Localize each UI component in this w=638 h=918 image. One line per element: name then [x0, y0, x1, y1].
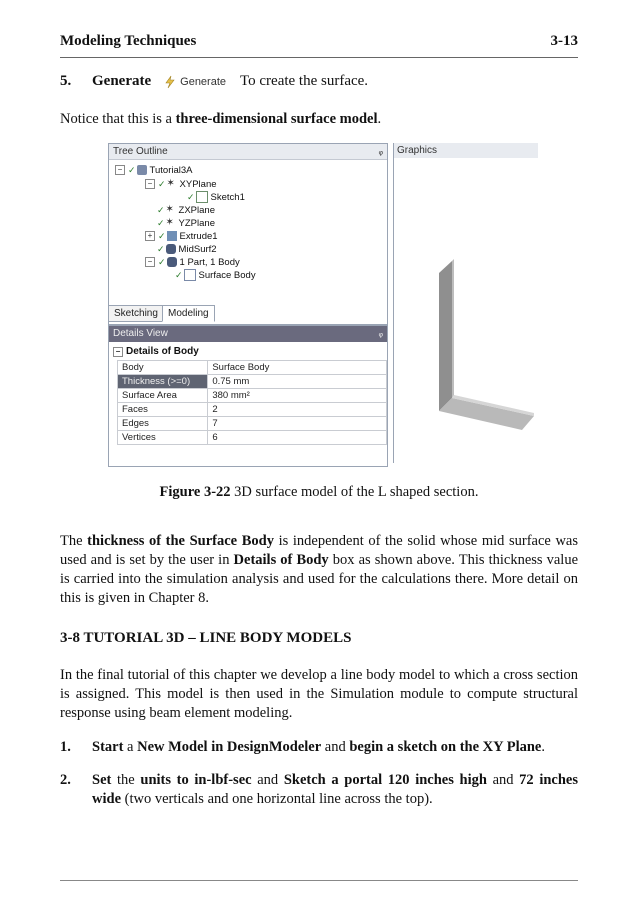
- tree-item-extrude1[interactable]: + ✓ Extrude1: [145, 230, 218, 242]
- section-heading: 3-8 TUTORIAL 3D – LINE BODY MODELS: [60, 630, 352, 646]
- step-number: 5.: [60, 73, 72, 89]
- check-icon: ✓: [158, 256, 166, 267]
- check-icon: ✓: [157, 217, 165, 228]
- tree-item-root[interactable]: − ✓ Tutorial3A: [115, 164, 193, 176]
- model-icon: [137, 165, 147, 175]
- details-row[interactable]: [118, 403, 387, 417]
- plane-icon: ✶: [165, 217, 174, 228]
- details-key: Edges: [118, 417, 208, 431]
- check-icon: ✓: [157, 243, 165, 254]
- graphics-viewport[interactable]: [393, 143, 535, 463]
- graphics-title: Graphics: [393, 143, 538, 158]
- surface-body-icon: [184, 269, 196, 281]
- details-table: [117, 360, 387, 445]
- details-value[interactable]: 6: [208, 431, 387, 445]
- running-header-title: Modeling Techniques: [60, 33, 197, 49]
- tree-item-zxplane[interactable]: ✓ ✶ ZXPlane: [157, 204, 215, 216]
- tab-modeling[interactable]: Modeling: [162, 305, 215, 322]
- details-key: Faces: [118, 403, 208, 417]
- details-view-title: Details View ᵩ: [109, 326, 387, 342]
- footer-rule: [60, 880, 578, 881]
- caption-text: 3D surface model of the L shaped section.: [230, 484, 479, 500]
- step-1: 1. Start a New Model in DesignModeler and begin a sketch on the XY Plane.: [60, 739, 545, 755]
- tree-outline-title: [109, 144, 387, 160]
- page-number: 3-13: [550, 33, 578, 49]
- collapse-icon[interactable]: −: [145, 257, 155, 267]
- tree-tabs: [108, 300, 386, 322]
- thickness-paragraph: The thickness of the Surface Body is independent of the solid whose mid surface was used and is set by the user in Details of Body box as shown above. This thickness value is carried into the simulation analysis and used for the calculations there. More detail on this is given in Chapter 8.: [60, 533, 579, 606]
- figure-caption: [0, 484, 638, 501]
- step-2: 2. Set the units to in-lbf-sec and Sketch a portal 120 inches high and 72 inches wide (two verticals and one horizontal line across the top).: [60, 772, 578, 807]
- generate-button-label: Generate: [180, 75, 227, 88]
- details-value[interactable]: 7: [208, 417, 387, 431]
- check-icon: ✓: [175, 269, 183, 280]
- check-icon: ✓: [157, 204, 165, 215]
- expand-icon[interactable]: +: [145, 231, 155, 241]
- step-text: To create the surface.: [240, 73, 369, 89]
- sketch-icon: [196, 191, 208, 203]
- tree-item-xyplane[interactable]: − ✓ ✶ XYPlane: [145, 178, 217, 190]
- details-value[interactable]: 380 mm²: [208, 389, 387, 403]
- details-value[interactable]: 0.75 mm: [208, 375, 387, 389]
- notice-bold: three-dimensional surface model: [175, 111, 378, 127]
- plane-icon: ✶: [166, 178, 175, 189]
- collapse-icon[interactable]: −: [145, 179, 155, 189]
- details-value[interactable]: 2: [208, 403, 387, 417]
- extrude-icon: [167, 231, 177, 241]
- details-value[interactable]: Surface Body: [208, 361, 387, 375]
- collapse-icon[interactable]: −: [115, 165, 125, 175]
- details-row[interactable]: [118, 417, 387, 431]
- check-icon: ✓: [187, 191, 195, 202]
- tree-item-sketch1[interactable]: ✓ Sketch1: [187, 191, 245, 203]
- tree-item-yzplane[interactable]: ✓ ✶ YZPlane: [157, 217, 215, 229]
- details-row[interactable]: [118, 361, 387, 375]
- check-icon: ✓: [158, 230, 166, 241]
- header-rule: [60, 57, 578, 58]
- details-row[interactable]: [118, 389, 387, 403]
- tree-item-surface-body[interactable]: ✓ Surface Body: [175, 269, 256, 281]
- lightning-icon: [163, 75, 177, 89]
- details-key: Body: [118, 361, 208, 375]
- details-key: Thickness (>=0): [118, 375, 208, 389]
- tree-outline-label: Tree Outline: [113, 146, 168, 157]
- plane-icon: ✶: [165, 204, 174, 215]
- tree-item-part[interactable]: − ✓ 1 Part, 1 Body: [145, 256, 240, 268]
- caption-label: Figure 3-22: [159, 484, 231, 500]
- collapse-icon[interactable]: −: [113, 347, 123, 357]
- l-surface-model: [394, 143, 535, 463]
- pin-icon[interactable]: ᵩ: [378, 146, 383, 157]
- intro-paragraph: In the final tutorial of this chapter we develop a line body model to which a cross section is assigned. This model is then used in the Simulation module to compute structural response using beam element modeling.: [60, 667, 578, 721]
- details-key: Vertices: [118, 431, 208, 445]
- midsurface-icon: [166, 244, 176, 254]
- tree-outline-panel: [108, 143, 388, 325]
- details-view-panel: [108, 325, 388, 467]
- details-of-body-header[interactable]: − Details of Body: [113, 346, 199, 357]
- tab-sketching[interactable]: Sketching: [108, 305, 164, 322]
- pin-icon[interactable]: ᵩ: [378, 328, 383, 339]
- details-row[interactable]: [118, 375, 387, 389]
- details-key: Surface Area: [118, 389, 208, 403]
- step-keyword: Generate: [92, 73, 152, 89]
- notice-text: Notice that this is a: [60, 111, 176, 127]
- step-5: [60, 73, 368, 90]
- notice-end: .: [377, 111, 382, 127]
- notice-paragraph: [60, 110, 578, 129]
- generate-button[interactable]: [163, 75, 226, 89]
- check-icon: ✓: [158, 178, 166, 189]
- part-icon: [167, 257, 177, 267]
- check-icon: ✓: [128, 164, 136, 175]
- tree-item-midsurf2[interactable]: ✓ MidSurf2: [157, 243, 217, 255]
- details-row[interactable]: [118, 431, 387, 445]
